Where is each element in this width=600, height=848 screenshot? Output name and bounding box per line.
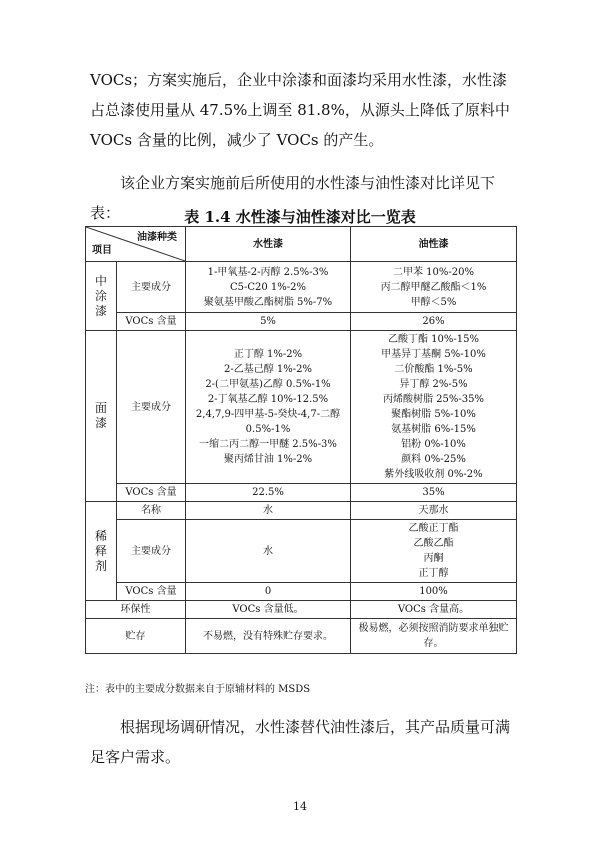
row-label-storage: 贮存 <box>86 619 186 654</box>
component-line: 一缩二丙二醇一甲醚 2.5%-3% <box>199 439 337 450</box>
storage-oil: 极易燃，必须按照消防要求单独贮存。 <box>351 619 517 654</box>
component-line: 聚丙烯甘油 1%-2% <box>223 454 313 465</box>
comparison-table <box>85 226 517 654</box>
component-line: 甲醇＜5% <box>410 296 457 308</box>
component-line: 2-(二甲氨基)乙醇 0.5%-1% <box>205 379 331 390</box>
component-line: 聚氨基甲酸乙酯树脂 5%-7% <box>203 296 333 308</box>
midcoat-oil-voc: 26% <box>351 313 517 331</box>
component-line: 0.5%-1% <box>245 424 291 435</box>
table-header-row <box>86 227 517 262</box>
storage-water: 不易燃，没有特殊贮存要求。 <box>186 619 351 654</box>
table-row <box>86 601 517 619</box>
component-line: 二价酸酯 1%-5% <box>394 364 473 375</box>
table-row <box>86 619 517 654</box>
row-label: VOCs 含量 <box>117 313 186 331</box>
component-line: 甲基异丁基酮 5%-10% <box>381 349 486 360</box>
page-number: 14 <box>293 800 307 813</box>
column-header-oil: 油性漆 <box>351 227 517 262</box>
component-line: 乙酸丁酯 10%-15% <box>387 334 479 345</box>
thinner-water-name: 水 <box>186 502 351 520</box>
component-line: 丙二醇甲醚乙酸酯＜1% <box>380 281 487 293</box>
column-header-water: 水性漆 <box>186 227 351 262</box>
table-row <box>86 484 517 502</box>
table-row <box>86 313 517 331</box>
component-line: 2-乙基己醇 1%-2% <box>223 364 313 375</box>
group-label-midcoat: 中 涂 漆 <box>86 262 117 331</box>
paragraph-table-intro: 该企业方案实施前后所使用的水性漆与油性漆对比详见下表： <box>90 174 496 222</box>
environment-oil: VOCs 含量高。 <box>351 601 517 619</box>
midcoat-water-components <box>186 262 351 313</box>
paragraph-intro: VOCs；方案实施后，企业中涂漆和面漆均采用水性漆，水性漆占总漆使用量从 47.5%上调至 81.8%，从源头上降低了原料中 VOCs 含量的比例，减少了 VOCs 的产生。 <box>90 71 510 149</box>
component-line: 正丁醇 <box>418 568 449 579</box>
topcoat-water-components <box>186 331 351 484</box>
component-line: 乙酸正丁酯 <box>408 523 459 534</box>
table-note: 注：表中的主要成分数据来自于原辅材料的 MSDS <box>85 684 311 695</box>
thinner-oil-voc: 100% <box>351 583 517 601</box>
component-line: 颜料 0%-25% <box>401 454 466 465</box>
component-line: 2-丁氧基乙醇 10%-12.5% <box>207 394 329 405</box>
row-label: 主要成分 <box>117 262 186 313</box>
table-caption: 表 1.4 水性漆与油性漆对比一览表 <box>184 208 416 226</box>
paragraph-conclusion: 根据现场调研情况，水性漆替代油性漆后，其产品质量可满足客户需求。 <box>90 718 511 766</box>
thinner-water-components: 水 <box>186 520 351 583</box>
table-row <box>86 520 517 583</box>
thinner-oil-components <box>351 520 517 583</box>
component-line: 铝粉 0%-10% <box>401 439 466 450</box>
group-label-thinner: 稀 释 剂 <box>86 502 117 601</box>
topcoat-oil-voc: 35% <box>351 484 517 502</box>
component-line: 1-甲氧基-2-丙醇 2.5%-3% <box>207 266 329 278</box>
row-label: 名称 <box>117 502 186 520</box>
group-label-topcoat: 面 漆 <box>86 331 117 502</box>
component-line: 二甲苯 10%-20% <box>392 266 474 278</box>
component-line: 异丁醇 2%-5% <box>399 379 468 390</box>
midcoat-water-voc: 5% <box>186 313 351 331</box>
header-item: 项目 <box>92 245 112 256</box>
component-line: C5-C20 1%-2% <box>229 281 307 293</box>
row-label: 主要成分 <box>117 331 186 484</box>
component-line: 氨基树脂 6%-15% <box>391 424 476 435</box>
component-line: 丙烯酸树脂 25%-35% <box>382 394 484 405</box>
environment-water: VOCs 含量低。 <box>186 601 351 619</box>
component-line: 乙酸乙酯 <box>413 538 454 549</box>
component-line: 2,4,7,9-四甲基-5-癸炔-4,7-二醇 <box>195 409 341 420</box>
row-label-environment: 环保性 <box>86 601 186 619</box>
thinner-water-voc: 0 <box>186 583 351 601</box>
topcoat-oil-components <box>351 331 517 484</box>
row-label: 主要成分 <box>117 520 186 583</box>
component-line: 丙酮 <box>423 553 444 564</box>
component-line: 聚酯树脂 5%-10% <box>391 409 476 420</box>
table-row <box>86 502 517 520</box>
row-label: VOCs 含量 <box>117 583 186 601</box>
topcoat-water-voc: 22.5% <box>186 484 351 502</box>
midcoat-oil-components <box>351 262 517 313</box>
component-line: 正丁醇 1%-2% <box>233 349 303 360</box>
table-row <box>86 331 517 484</box>
row-label: VOCs 含量 <box>117 484 186 502</box>
table-row <box>86 262 517 313</box>
header-paint-type: 油漆种类 <box>137 232 177 243</box>
thinner-oil-name: 天那水 <box>351 502 517 520</box>
component-line: 紫外线吸收剂 0%-2% <box>384 469 483 480</box>
table-row <box>86 583 517 601</box>
header-diagonal-cell <box>86 227 186 262</box>
